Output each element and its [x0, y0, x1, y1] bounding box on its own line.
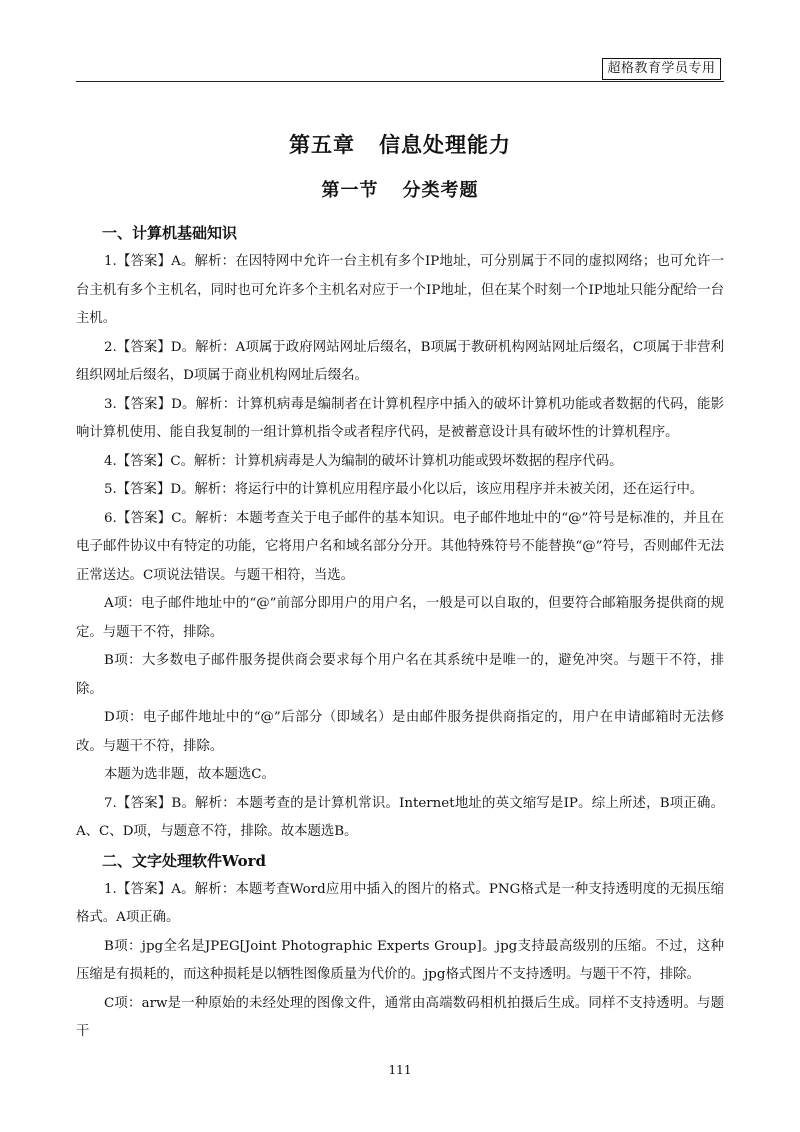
- answer-content: [76, 219, 724, 1047]
- section-title: [0, 177, 800, 205]
- answer-paragraph: 7.【答案】B。解析：本题考查的是计算机常识。Internet地址的英文缩写是IP。综上所述，B项正确。A、C、D项，与题意不符，排除。故本题选B。: [76, 795, 724, 839]
- exclusive-use-stamp: 超格教育学员专用: [602, 58, 721, 80]
- page-number: 111: [388, 1063, 412, 1077]
- header-rule: [76, 81, 724, 82]
- answer-paragraph: 1.【答案】A。解析：在因特网中允许一台主机有多个IP地址，可分别属于不同的虚拟网络；也可允许一台主机有多个主机名，同时也可允许多个主机名对应于一个IP地址，但在某个时刻一个IP地址只能分配给一台主机。: [76, 254, 724, 326]
- answer-paragraph: A项：电子邮件地址中的“@”前部分即用户的用户名，一般是可以自取的，但要符合邮箱服务提供商的规定。与题干不符，排除。: [76, 596, 724, 640]
- chapter-name: 信息处理能力: [379, 132, 511, 157]
- answer-paragraph: 6.【答案】C。解析：本题考查关于电子邮件的基本知识。电子邮件地址中的“@”符号是标准的，并且在电子邮件协议中有特定的功能，它将用户名和域名部分分开。其他特殊符号不能替换“@”符号，否则邮件无法正常送达。C项说法错误。与题干相符，当选。: [76, 510, 724, 583]
- answer-paragraph: C项：arw是一种原始的未经处理的图像文件，通常由高端数码相机拍摄后生成。同样不支持透明。与题干: [76, 995, 724, 1039]
- answer-paragraph: D项：电子邮件地址中的“@”后部分（即域名）是由邮件服务提供商指定的，用户在申请邮箱时无法修改。与题干不符，排除。: [76, 710, 724, 754]
- answer-paragraph: 1.【答案】A。解析：本题考查Word应用中插入的图片的格式。PNG格式是一种支持透明度的无损压缩格式。A项正确。: [76, 881, 724, 925]
- chapter-number: 第五章: [289, 132, 355, 157]
- chapter-title: [0, 130, 800, 160]
- subsection-heading-word: 二、文字处理软件Word: [102, 851, 267, 870]
- answer-paragraph: B项：jpg全名是JPEG[Joint Photographic Experts Group]。jpg支持最高级别的压缩。不过，这种压缩是有损耗的，而这种损耗是以牺牲图像质量为代价的。jpg格式图片不支持透明。与题干不符，排除。: [76, 938, 724, 982]
- answer-paragraph: 2.【答案】D。解析：A项属于政府网站网址后缀名，B项属于教研机构网站网址后缀名，C项属于非营利组织网址后缀名，D项属于商业机构网址后缀名。: [76, 339, 724, 383]
- answer-paragraph: 5.【答案】D。解析：将运行中的计算机应用程序最小化以后，该应用程序并未被关闭，还在运行中。: [104, 482, 704, 497]
- answer-paragraph: 3.【答案】D。解析：计算机病毒是编制者在计算机程序中插入的破坏计算机功能或者数据的代码，能影响计算机使用、能自我复制的一组计算机指令或者程序代码，是被蓄意设计具有破坏性的计算机程序。: [76, 396, 724, 440]
- answer-paragraph: 本题为选非题，故本题选C。: [104, 767, 275, 782]
- section-number: 第一节: [321, 180, 379, 201]
- section-name: 分类考题: [402, 180, 479, 201]
- answer-paragraph: B项：大多数电子邮件服务提供商会要求每个用户名在其系统中是唯一的，避免冲突。与题干不符，排除。: [76, 653, 724, 697]
- answer-paragraph: 4.【答案】C。解析：计算机病毒是人为编制的破坏计算机功能或毁坏数据的程序代码。: [104, 453, 623, 469]
- subsection-heading-computer-basics: 一、计算机基础知识: [102, 224, 238, 242]
